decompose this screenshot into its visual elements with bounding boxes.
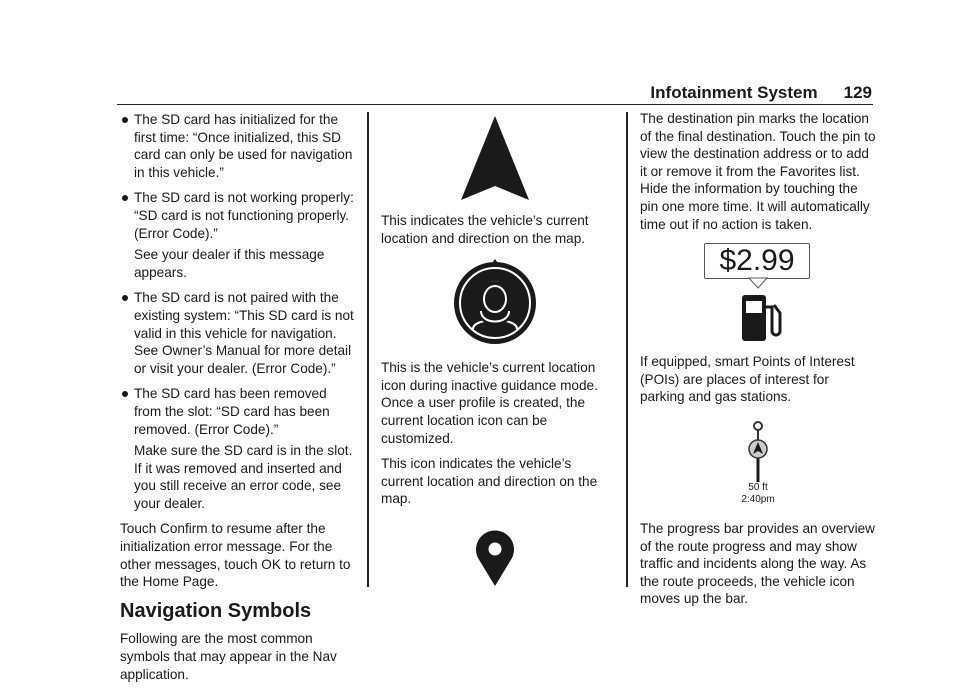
middle-column — [381, 114, 609, 590]
pin-description: The destination pin marks the location of the final destination. Touch the pin to view the destination address or to add it or remove it from the Favorites list. Hide the information by touching the pin one more time. It will automatically time out if no action is taken. — [640, 111, 876, 232]
bullet-item: The SD card is not working properly: “SD card is not functioning properly. (Error Code).” — [120, 189, 356, 242]
left-column — [120, 111, 356, 691]
page-header — [650, 83, 872, 103]
bullet-icon — [122, 117, 128, 123]
right-column — [640, 110, 876, 616]
gas-price-label: $2.99 — [704, 243, 810, 279]
section-heading: Navigation Symbols — [120, 599, 312, 622]
column-divider-2 — [626, 112, 628, 587]
bullet-icon — [122, 391, 128, 397]
bullet-item: The SD card has initialized for the first time: “Once initialized, this SD card can only be used for navigation in this vehicle.” — [120, 111, 356, 181]
progress-time: 2:40pm — [741, 493, 775, 505]
bullet-note: Make sure the SD card is in the slot. If it was removed and inserted and you still receive an error code, see your dealer. — [134, 443, 353, 511]
bullet-note: See your dealer if this message appears. — [134, 247, 325, 280]
touch-confirm-paragraph: Touch Confirm to resume after the initialization error message. For the other messages, touch OK to return to the Home Page. — [120, 521, 351, 590]
map-pin-icon — [381, 530, 609, 590]
poi-description: If equipped, smart Points of Interest (POIs) are places of interest for parking and gas stations. — [640, 354, 855, 405]
intro-paragraph: Following are the most common symbols that may appear in the Nav application. — [120, 631, 337, 682]
route-progress-graphic — [640, 420, 876, 482]
icon-description: This icon indicates the vehicle’s current location and direction on the map. — [381, 456, 598, 507]
profile-location-icon — [381, 255, 609, 347]
navigation-arrow-icon — [381, 114, 609, 204]
gas-poi-icon — [640, 243, 876, 347]
bullet-icon — [122, 295, 128, 301]
fuel-pump-icon — [640, 277, 876, 347]
profile-description: This is the vehicle’s current location icon during inactive guidance mode. Once a user profile is created, the current location icon can be customized. — [381, 360, 598, 446]
header-rule — [117, 104, 873, 105]
progress-bar-icon — [640, 420, 876, 510]
arrow-description: This indicates the vehicle’s current location and direction on the map. — [381, 213, 589, 246]
progress-distance: 50 ft — [748, 481, 768, 493]
bullet-item: The SD card is not paired with the existing system: “This SD card is not valid in this vehicle for navigation. See Owner’s Manual for more detail or visit your dealer. (Error Code).” — [120, 289, 356, 377]
bullet-icon — [122, 195, 128, 201]
progress-description: The progress bar provides an overview of the route progress and may show traffic and incidents along the way. As the route proceeds, the vehicle icon moves up the bar. — [640, 520, 875, 607]
page-number: 129 — [843, 83, 872, 102]
bullet-item: The SD card has been removed from the slot: “SD card has been removed. (Error Code).” — [120, 385, 356, 438]
section-title: Infotainment System — [650, 83, 818, 102]
column-divider-1 — [367, 112, 369, 587]
